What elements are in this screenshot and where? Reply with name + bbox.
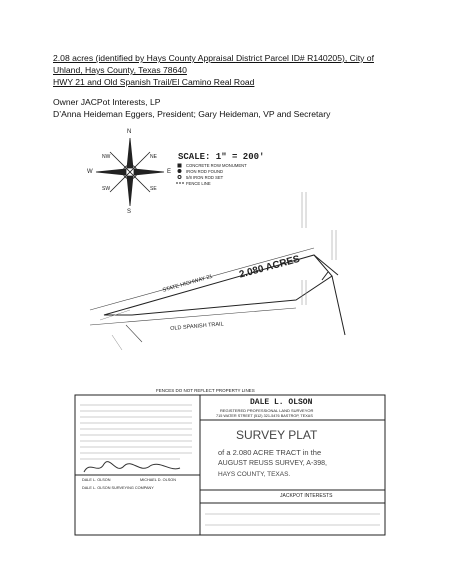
compass-west: W [87,169,93,175]
parcel-acreage-text: 2.08 acres (identified by Hays County Appraisal [53,53,236,63]
plat-description-line: AUGUST REUSS SURVEY, A-398, [218,460,327,467]
client-name: JACKPOT INTERESTS [280,493,333,499]
surveyor-address: 715 WATER STREET (512) 321-5476 BASTROP, TEXAS [216,414,313,418]
officers-line: D’Anna Heideman Eggers, President; Gary Heideman, VP and Secretary [53,109,331,119]
signature-mark [84,462,180,472]
company-name: DALE L. OLSON SURVEYING COMPANY [82,486,154,490]
plat-description-line: HAYS COUNTY, TEXAS. [218,471,291,478]
compass-east: E [167,169,172,175]
parcel-description-line2 [53,65,187,76]
highway-label: STATE HIGHWAY 21 [162,273,214,294]
trail-label: OLD SPANISH TRAIL [170,321,224,332]
legend-item: CONCRETE ROW MONUMENT [186,163,247,168]
owner-line: Owner JACPot Interests, LP [53,97,161,107]
parcel-description-line1 [53,53,374,64]
signer-name: DALE L. OLSON [82,478,111,482]
compass-northwest: NW [102,154,111,160]
compass-north: N [127,129,132,135]
plat-description-line: of a 2.080 ACRE TRACT in the [218,448,322,457]
survey-plat-image [70,130,390,545]
survey-plat-drawing [70,130,390,545]
legend-symbols [176,164,184,183]
compass-south: S [127,209,132,215]
compass-southwest: SW [102,186,111,192]
signer-name: MICHAEL D. OLSON [140,478,176,482]
legend-item: IRON ROD FOUND [186,169,223,174]
parcel-id-text: District Parcel ID# R140205), City of [235,53,374,63]
scale-label: SCALE: 1" = 200' [178,152,265,162]
acreage-label: 2.080 ACRES [238,253,302,281]
compass-northeast: NE [150,154,157,160]
surveyor-title: REGISTERED PROFESSIONAL LAND SURVEYOR [220,408,314,413]
parcel-zip-text: 78640 [163,65,187,75]
plat-title: SURVEY PLAT [236,428,318,442]
legend-item: 5/8 IRON ROD SET [186,175,224,180]
parcel-road-line: HWY 21 and Old Spanish Trail/El Camino Real Road [53,77,255,87]
surveyor-name: DALE L. OLSON [250,398,313,407]
parcel-city-text: Uhland, Hays County, Texas [53,65,164,75]
compass-southeast: SE [150,186,157,192]
fence-note: FENCES DO NOT REFLECT PROPERTY LINES [156,388,255,393]
compass-rose-icon [96,138,164,206]
legend-item: FENCE LINE [186,181,211,186]
property-boundary [104,255,345,335]
